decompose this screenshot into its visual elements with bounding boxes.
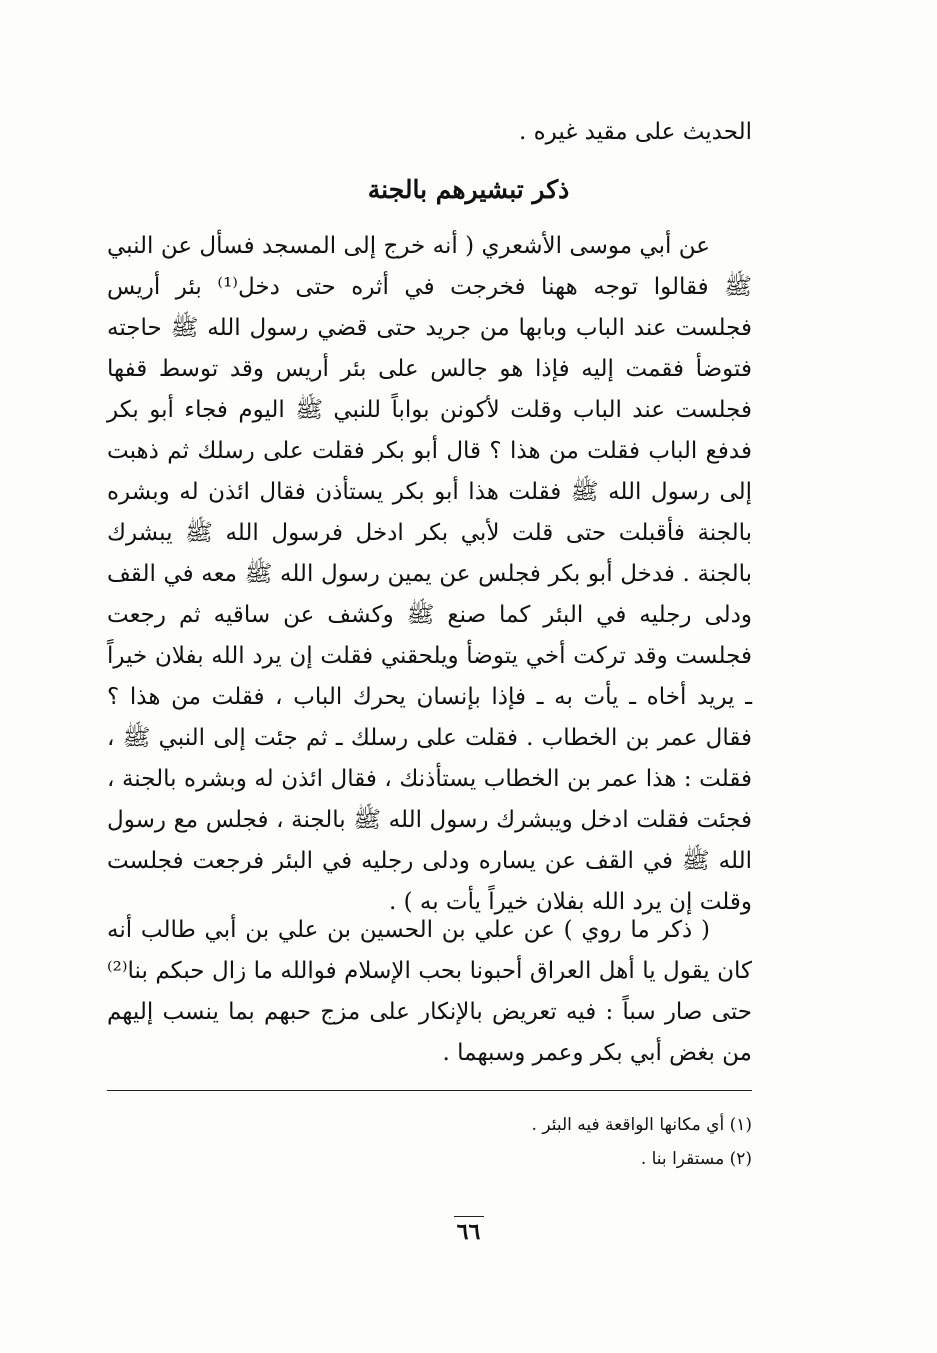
body-paragraph-2 [107, 910, 752, 1074]
footnotes [107, 1108, 752, 1176]
footnote-divider [107, 1090, 752, 1091]
page-number-label: ٦٦ [454, 1216, 484, 1245]
hadith-text: عن أبي موسى الأشعري ( أنه خرج إلى المسجد فسأل عن النبي ﷺ فقالوا توجه ههنا فخرجت في أثره حتى دخل⁽¹⁾ بئر أريس فجلست عند الباب وبابها من جريد حتى قضي رسول الله ﷺ حاجته فتوضأ فقمت إليه فإذا هو جالس على بئر أريس وقد توسط قفها فجلست عند الباب وقلت لأكونن بواباً للنبي ﷺ اليوم فجاء أبو بكر فدفع الباب فقلت من هذا ؟ قال أبو بكر فقلت على رسلك ثم ذهبت إلى رسول الله ﷺ فقلت هذا أبو بكر يستأذن فقال ائذن له وبشره بالجنة فأقبلت حتى قلت لأبي بكر ادخل فرسول الله ﷺ يبشرك بالجنة . فدخل أبو بكر فجلس عن يمين رسول الله ﷺ معه في القف ودلى رجليه في البئر كما صنع ﷺ وكشف عن ساقيه ثم رجعت فجلست وقد تركت أخي يتوضأ ويلحقني فقلت إن يرد الله بفلان خيراً ـ يريد أخاه ـ يأت به ـ فإذا بإنسان يحرك الباب ، فقلت من هذا ؟ فقال عمر بن الخطاب . فقلت على رسلك ـ ثم جئت إلى النبي ﷺ ، فقلت : هذا عمر بن الخطاب يستأذنك ، فقال ائذن له وبشره بالجنة ، فجئت فقلت ادخل ويبشرك رسول الله ﷺ بالجنة ، فجلس مع رسول الله ﷺ في القف عن يساره ودلى رجليه في البئر فرجعت فجلست وقلت إن يرد الله بفلان خيراً يأت به ) . [107, 233, 752, 915]
narration-text: ( ذكر ما روي ) عن علي بن الحسين بن علي بن أبي طالب أنه كان يقول يا أهل العراق أحبونا بحب الإسلام فوالله ما زال حبكم بنا⁽²⁾ حتى صار سباً : فيه تعريض بالإنكار على مزج حبهم بما ينسب إليهم من بغض أبي بكر وعمر وسبهما . [107, 917, 752, 1066]
section-heading: ذكر تبشيرهم بالجنة [367, 175, 570, 204]
body-paragraph-1 [107, 226, 752, 923]
footnote-2: (٢) مستقرا بنا . [640, 1149, 752, 1169]
footnote-1: (١) أي مكانها الواقعة فيه البئر . [531, 1115, 752, 1135]
opening-line: الحديث على مقيد غيره . [518, 119, 752, 145]
page-number [0, 1216, 937, 1245]
